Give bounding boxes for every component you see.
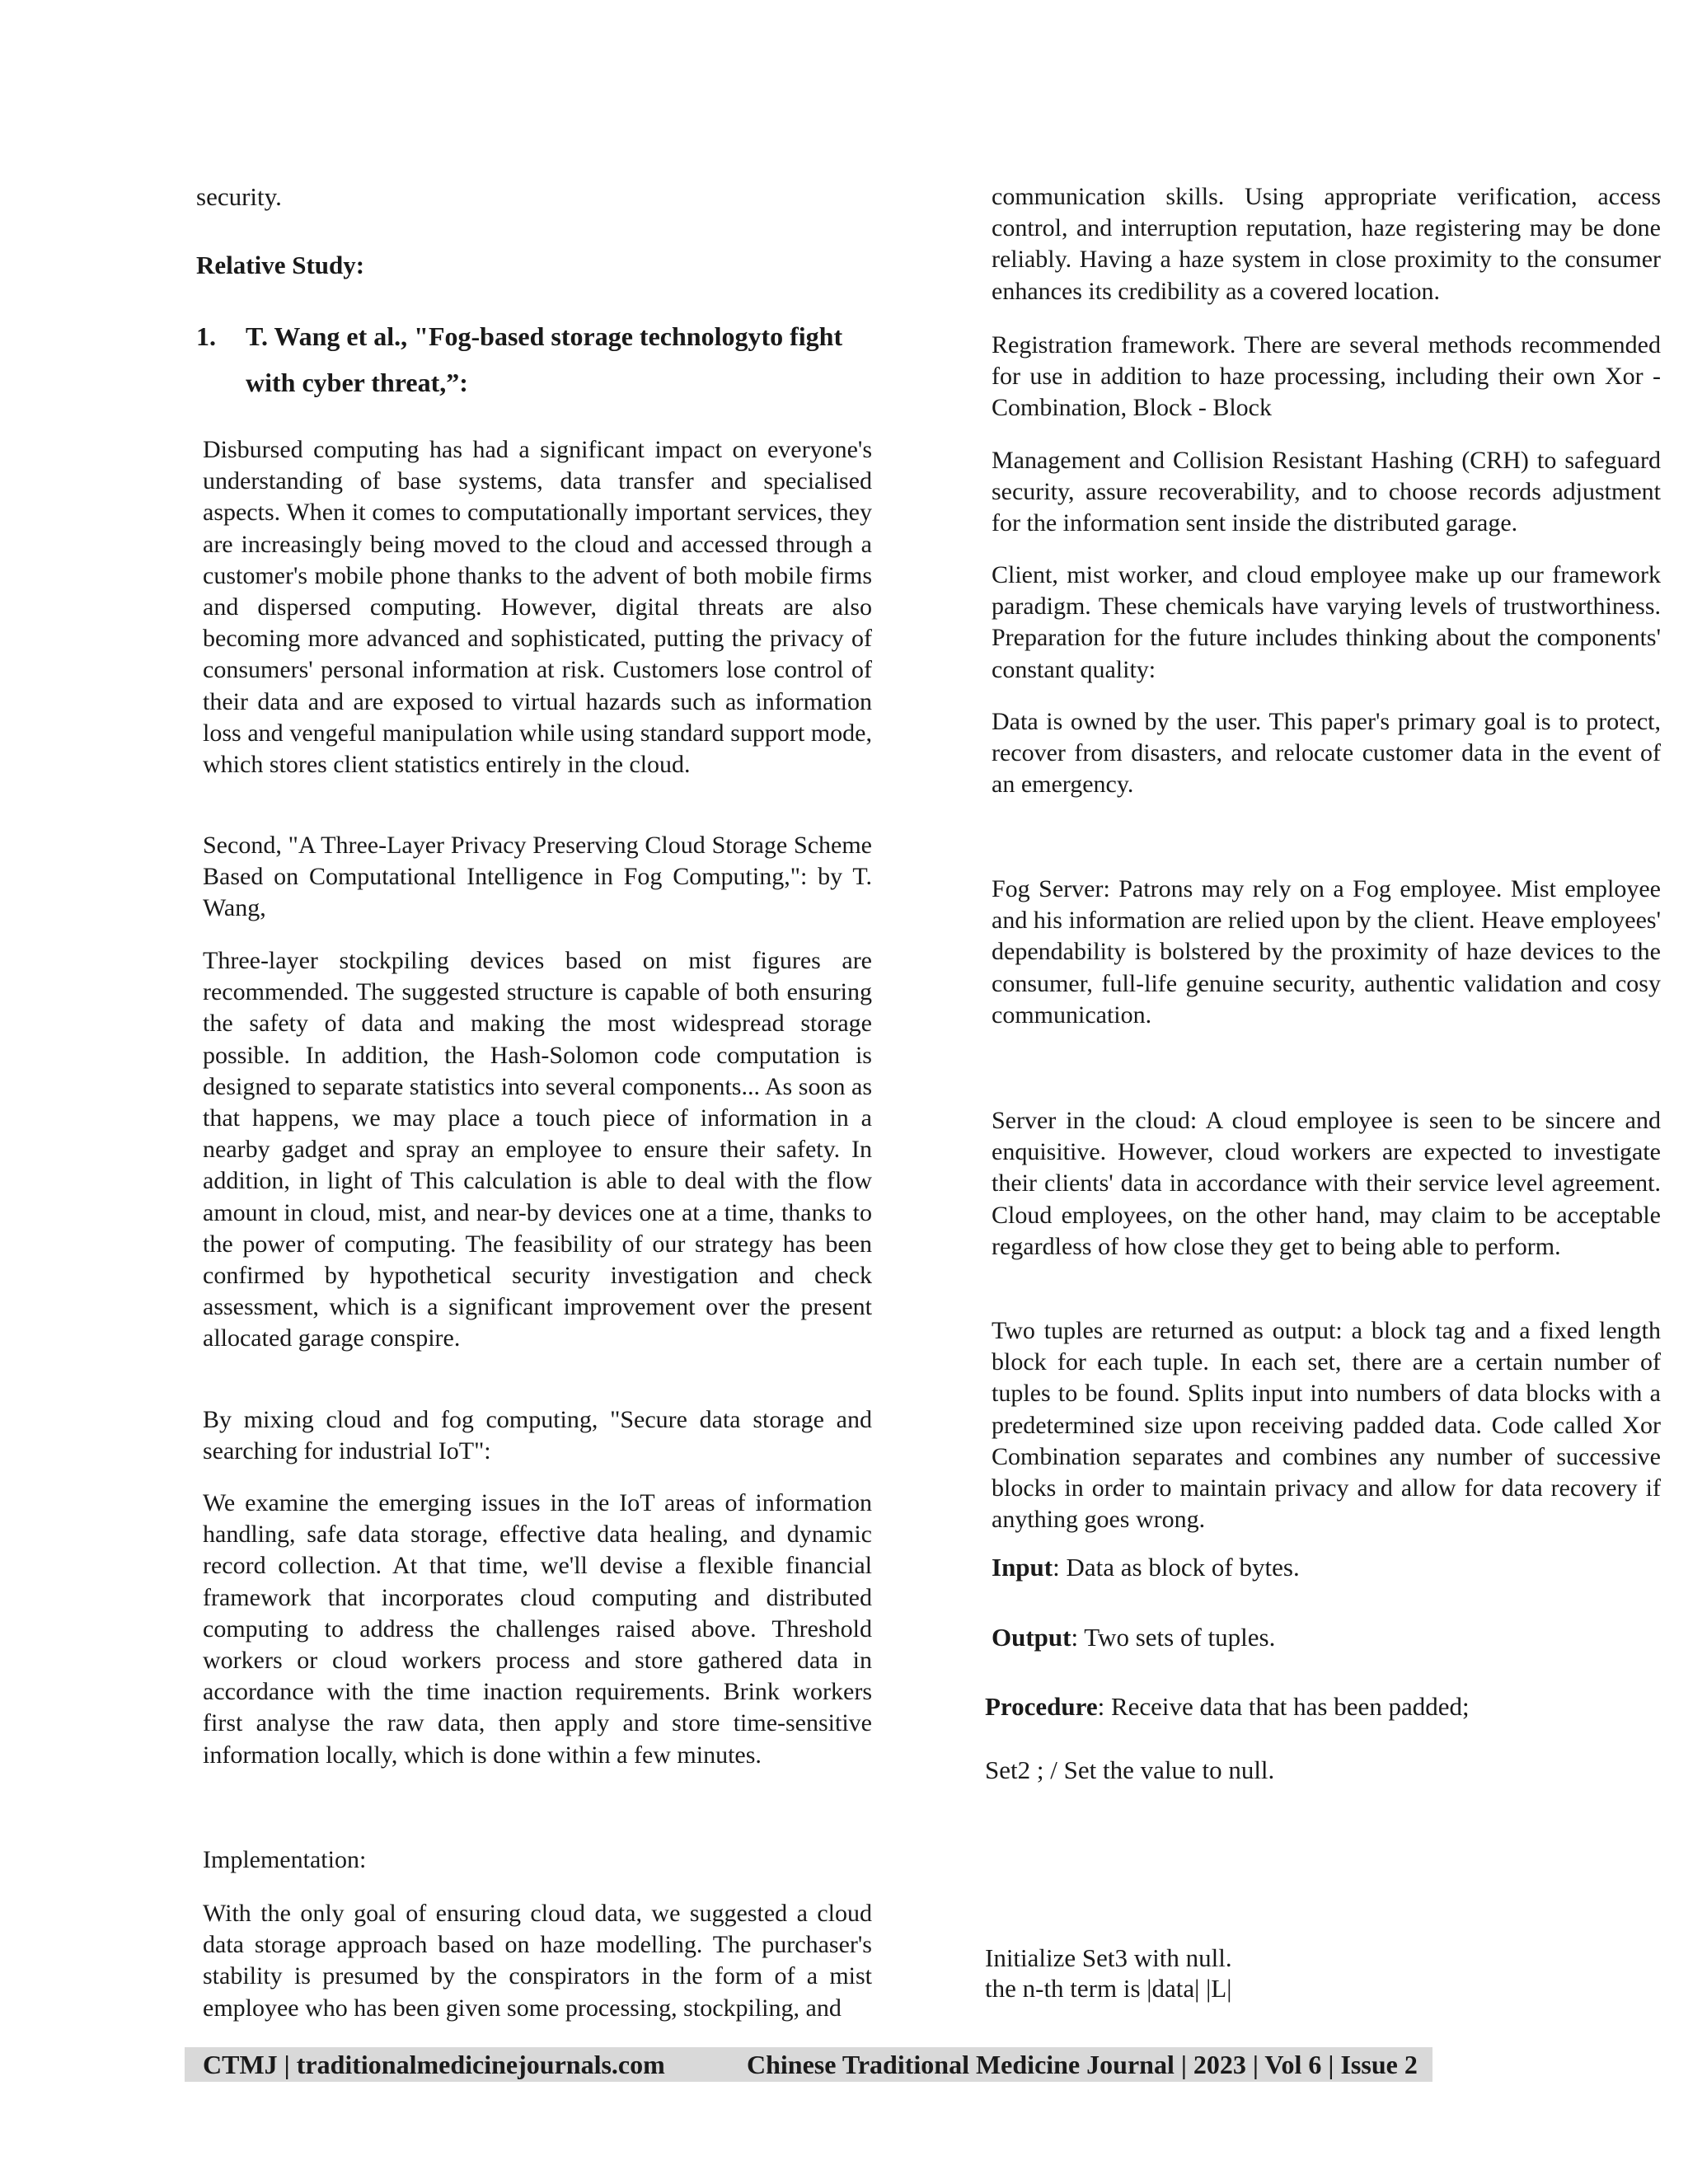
procedure-text: : Receive data that has been padded; — [1097, 1692, 1470, 1721]
algorithm-output — [992, 1622, 1661, 1653]
output-label: Output — [992, 1623, 1071, 1652]
algorithm-procedure — [985, 1691, 1661, 1722]
paragraph-cloud-server: Server in the cloud: A cloud employee is seen to be sincere and enquisitive. However, cloud workers are expected to investigate their clients' data in accordance with their service level agreement. Cloud employees, on the other hand, may claim to be acceptable regardless of how close they get to being able to perform. — [992, 1107, 1661, 1260]
paragraph-three-layer-stockpiling: Three-layer stockpiling devices based on mist figures are recommended. The suggested structure is capable of both ensuring the safety of data and making the most widespread storage possible. In addition, the Hash-Solomon code computation is designed to separate statistics into several components... As soon as that happens, we may place a touch piece of information in a nearby gadget and spray an employee to ensure their safety. In addition, in light of This calculation is able to deal with the flow amount in cloud, mist, and near-by devices one at a time, thanks to the power of computing. The feasibility of our strategy has been confirmed by hypothetical security investigation and check assessment, which is a significant improvement over the present allocated garage conspire. — [203, 947, 872, 1352]
algorithm-init-set3-line: Initialize Set3 with null. — [985, 1943, 1232, 1972]
paragraph-security-fragment: security. — [196, 182, 282, 211]
list-number: 1. — [196, 321, 216, 351]
paragraph-communication-skills: communication skills. Using appropriate verification, access control, and interruption reputation, haze registering may be done reliably. Having a haze system in close proximity to the consumer enhances its credibility as a covered location. — [992, 183, 1661, 305]
page-footer — [185, 2047, 1432, 2082]
paragraph-management-crh: Management and Collision Resistant Hashing (CRH) to safeguard security, assure recoverability, and to choose records adjustment for the information sent inside the distributed garage. — [992, 447, 1661, 537]
paragraph-framework-paradigm: Client, mist worker, and cloud employee make up our framework paradigm. These chemicals have varying levels of trustworthiness. Preparation for the future includes thinking about the components' constant quality: — [992, 561, 1661, 683]
input-text: : Data as block of bytes. — [1053, 1553, 1300, 1582]
input-label: Input — [992, 1553, 1053, 1582]
heading-implementation: Implementation: — [203, 1846, 367, 1873]
paragraph-disbursed-computing: Disbursed computing has had a significant impact on everyone's understanding of base systems, data transfer and specialised aspects. When it comes to computationally important services, they are increasingly being moved to the cloud and accessed through a customer's mobile phone thanks to the advent of both mobile firms and dispersed computing. However, digital threats are also becoming more advanced and sophisticated, putting the privacy of consumers' personal information at risk. Customers lose control of their data and are exposed to virtual hazards such as information loss and vengeful manipulation while using standard support mode, which stores client statistics entirely in the cloud. — [203, 436, 872, 779]
footer-journal-site: CTMJ | traditionalmedicinejournals.com — [203, 2050, 665, 2079]
procedure-label: Procedure — [985, 1692, 1098, 1721]
paragraph-iot-issues: We examine the emerging issues in the IoT areas of information handling, safe data storage, effective data healing, and dynamic record collection. At that time, we'll devise a flexible financial framework that incorporates cloud computing and distributed computing to address the challenges raised above. Threshold workers or cloud workers process and store gathered data in accordance with the time inaction requirements. Brink workers first analyse the raw data, then apply and store time-sensitive information locally, which is done within a few minutes. — [203, 1489, 872, 1769]
paragraph-data-owned: Data is owned by the user. This paper's primary goal is to protect, recover from disasters, and relocate customer data in the event of an emergency. — [992, 708, 1661, 799]
output-text: : Two sets of tuples. — [1071, 1623, 1276, 1652]
paragraph-fog-server: Fog Server: Patrons may rely on a Fog employee. Mist employee and his information are relied upon by the client. Heave employees' dependability is bolstered by the proximity of haze devices to the consumer, full-life genuine security, authentic validation and cosy communication. — [992, 875, 1661, 1029]
algorithm-input — [992, 1552, 1661, 1583]
paragraph-three-layer-reference: Second, "A Three-Layer Privacy Preserving Cloud Storage Scheme Based on Computational Intelligence in Fog Computing,": by T. Wang, — [203, 832, 872, 922]
heading-relative-study: Relative Study: — [196, 251, 365, 279]
paragraph-two-tuples: Two tuples are returned as output: a block tag and a fixed length block for each tuple. In each set, there are a certain number of tuples to be found. Splits input into numbers of data blocks with a predetermined size upon receiving padded data. Code called Xor Combination separates and combines any number of successive blocks in order to maintain privacy and allow for data recovery if anything goes wrong. — [992, 1317, 1661, 1534]
paragraph-secure-data-reference: By mixing cloud and fog computing, "Secure data storage and searching for industrial IoT": — [203, 1406, 872, 1465]
list-heading-text: T. Wang et al., "Fog-based storage technologyto fight with cyber threat,”: — [246, 321, 843, 397]
footer-journal-citation: Chinese Traditional Medicine Journal | 2023 | Vol 6 | Issue 2 — [747, 2050, 1418, 2079]
algorithm-set2-line: Set2 ; / Set the value to null. — [985, 1755, 1275, 1784]
paragraph-registration-framework: Registration framework. There are several methods recommended for use in addition to haze processing, including their own Xor - Combination, Block - Block — [992, 331, 1661, 422]
algorithm-nth-term-line: the n-th term is |data| |L| — [985, 1974, 1232, 2003]
numbered-heading-1 — [196, 313, 872, 405]
paragraph-implementation: With the only goal of ensuring cloud data, we suggested a cloud data storage approach based on haze modelling. The purchaser's stability is presumed by the conspirators in the form of a mist employee who has been given some processing, stockpiling, and — [203, 1900, 872, 2022]
